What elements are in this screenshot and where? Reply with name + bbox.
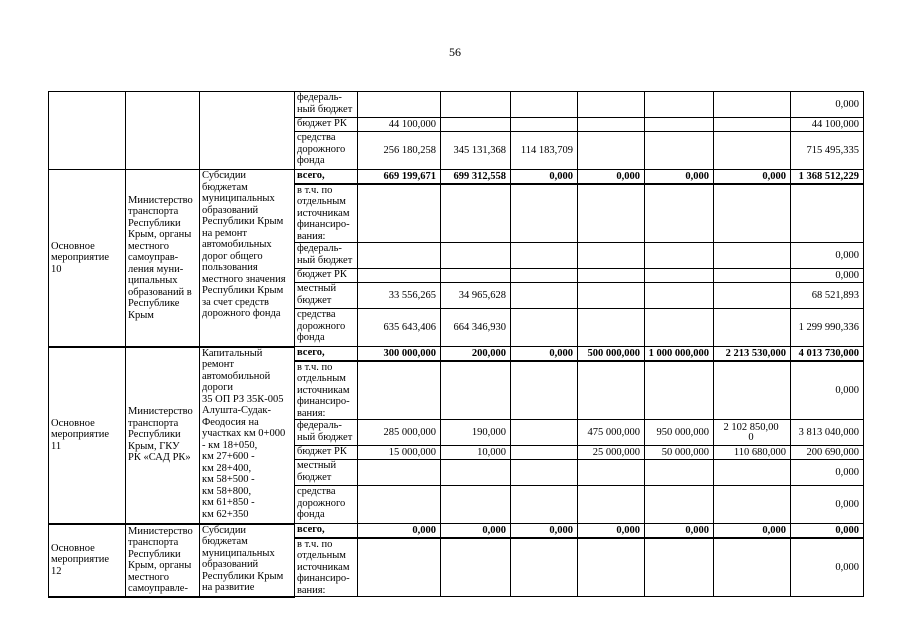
- year-value-cell: [578, 184, 645, 243]
- funding-source-cell: бюджет РК: [295, 269, 358, 283]
- year-value-cell: 300 000,000: [358, 347, 441, 361]
- year-value-cell: 33 556,265: [358, 283, 441, 309]
- year-value-cell: 114 183,709: [511, 132, 578, 170]
- year-value-cell: [358, 538, 441, 597]
- year-value-cell: [511, 243, 578, 269]
- year-value-cell: [578, 460, 645, 486]
- year-value-cell: [714, 269, 791, 283]
- table-row: [49, 524, 864, 538]
- year-value-cell: [714, 460, 791, 486]
- year-value-cell: [714, 283, 791, 309]
- year-value-cell: [441, 538, 511, 597]
- year-value-cell: [511, 309, 578, 347]
- year-value-cell: 2 213 530,000: [714, 347, 791, 361]
- total-value-cell: 1 299 990,336: [791, 309, 864, 347]
- year-value-cell: 0,000: [578, 524, 645, 538]
- year-value-cell: [714, 486, 791, 524]
- funding-source-cell: местный бюджет: [295, 283, 358, 309]
- measure-name-cell: Основное мероприятие 10: [49, 170, 126, 347]
- year-value-cell: 0,000: [714, 170, 791, 184]
- year-value-cell: [578, 132, 645, 170]
- year-value-cell: [645, 118, 714, 132]
- executor-cell: [126, 92, 200, 170]
- funding-source-cell: средства дорожного фонда: [295, 486, 358, 524]
- funding-source-cell: федераль- ный бюджет: [295, 92, 358, 118]
- year-value-cell: [441, 460, 511, 486]
- year-value-cell: [511, 486, 578, 524]
- year-value-cell: 0,000: [511, 524, 578, 538]
- year-value-cell: [714, 118, 791, 132]
- year-value-cell: [441, 269, 511, 283]
- year-value-cell: 699 312,558: [441, 170, 511, 184]
- year-value-cell: [441, 184, 511, 243]
- table-row: [49, 92, 864, 118]
- funding-source-cell: всего,: [295, 170, 358, 184]
- year-value-cell: 200,000: [441, 347, 511, 361]
- year-value-cell: 256 180,258: [358, 132, 441, 170]
- total-value-cell: 4 013 730,000: [791, 347, 864, 361]
- year-value-cell: [714, 92, 791, 118]
- year-value-cell: [714, 184, 791, 243]
- year-value-cell: [645, 184, 714, 243]
- funding-source-cell: в т.ч. по отдельным источникам финансиро- вания:: [295, 361, 358, 420]
- year-value-cell: 44 100,000: [358, 118, 441, 132]
- description-cell: [200, 92, 295, 170]
- year-value-cell: [358, 184, 441, 243]
- funding-source-cell: всего,: [295, 347, 358, 361]
- total-value-cell: 3 813 040,000: [791, 420, 864, 446]
- funding-source-cell: в т.ч. по отдельным источникам финансиро- вания:: [295, 538, 358, 597]
- year-value-cell: 0,000: [645, 170, 714, 184]
- year-value-cell: [714, 309, 791, 347]
- year-value-cell: 285 000,000: [358, 420, 441, 446]
- total-value-cell: 0,000: [791, 243, 864, 269]
- description-cell: Субсидии бюджетам муниципальных образований Республики Крым на ремонт автомобильных дорог общего пользования местного значения Республики Крым за счет средств дорожного фонда: [200, 170, 295, 347]
- year-value-cell: 950 000,000: [645, 420, 714, 446]
- year-value-cell: 25 000,000: [578, 446, 645, 460]
- year-value-cell: [578, 283, 645, 309]
- year-value-cell: [714, 538, 791, 597]
- total-value-cell: 0,000: [791, 538, 864, 597]
- total-value-cell: 1 368 512,229: [791, 170, 864, 184]
- year-value-cell: 50 000,000: [645, 446, 714, 460]
- year-value-cell: [441, 243, 511, 269]
- year-value-cell: 10,000: [441, 446, 511, 460]
- year-value-cell: [511, 283, 578, 309]
- funding-source-cell: местный бюджет: [295, 460, 358, 486]
- year-value-cell: 2 102 850,00 0: [714, 420, 791, 446]
- total-value-cell: 0,000: [791, 361, 864, 420]
- measure-name-cell: Основное мероприятие 11: [49, 347, 126, 524]
- year-value-cell: [358, 460, 441, 486]
- year-value-cell: [578, 361, 645, 420]
- total-value-cell: 0,000: [791, 460, 864, 486]
- year-value-cell: 34 965,628: [441, 283, 511, 309]
- executor-cell: Министерство транспорта Республики Крым, ГКУ РК «САД РК»: [126, 347, 200, 524]
- year-value-cell: [645, 361, 714, 420]
- year-value-cell: 0,000: [511, 170, 578, 184]
- description-cell: Капитальный ремонт автомобильной дороги 35 ОП РЗ 35К-005 Алушта-Судак- Феодосия на участках км 0+000 - км 18+050, км 27+600 - км 28+400, км 58+500 - км 58+800, км 61+850 - км 62+350: [200, 347, 295, 524]
- total-value-cell: 68 521,893: [791, 283, 864, 309]
- year-value-cell: 669 199,671: [358, 170, 441, 184]
- table-row: [49, 347, 864, 361]
- year-value-cell: [645, 283, 714, 309]
- year-value-cell: [511, 118, 578, 132]
- year-value-cell: [645, 269, 714, 283]
- executor-cell: Министерство транспорта Республики Крым, органы местного самоуправ- ления муни- ципальных образований в Республике Крым: [126, 170, 200, 347]
- total-value-cell: 44 100,000: [791, 118, 864, 132]
- year-value-cell: [578, 538, 645, 597]
- budget-table: [48, 91, 864, 598]
- year-value-cell: 0,000: [578, 170, 645, 184]
- year-value-cell: 0,000: [358, 524, 441, 538]
- funding-source-cell: федераль- ный бюджет: [295, 243, 358, 269]
- year-value-cell: [645, 132, 714, 170]
- total-value-cell: [791, 184, 864, 243]
- year-value-cell: 190,000: [441, 420, 511, 446]
- funding-source-cell: средства дорожного фонда: [295, 309, 358, 347]
- year-value-cell: 500 000,000: [578, 347, 645, 361]
- year-value-cell: [511, 460, 578, 486]
- year-value-cell: [511, 184, 578, 243]
- year-value-cell: [578, 309, 645, 347]
- year-value-cell: [578, 486, 645, 524]
- year-value-cell: [645, 243, 714, 269]
- year-value-cell: [441, 118, 511, 132]
- table-row: [49, 170, 864, 184]
- year-value-cell: 475 000,000: [578, 420, 645, 446]
- measure-name-cell: [49, 92, 126, 170]
- funding-source-cell: бюджет РК: [295, 118, 358, 132]
- funding-source-cell: средства дорожного фонда: [295, 132, 358, 170]
- year-value-cell: 0,000: [511, 347, 578, 361]
- total-value-cell: 0,000: [791, 269, 864, 283]
- year-value-cell: [441, 486, 511, 524]
- year-value-cell: [511, 420, 578, 446]
- year-value-cell: [578, 243, 645, 269]
- year-value-cell: [714, 132, 791, 170]
- year-value-cell: [645, 538, 714, 597]
- year-value-cell: [358, 92, 441, 118]
- year-value-cell: [358, 361, 441, 420]
- year-value-cell: [511, 269, 578, 283]
- executor-cell: Министерство транспорта Республики Крым, органы местного самоуправле-: [126, 524, 200, 597]
- year-value-cell: [441, 361, 511, 420]
- total-value-cell: 200 690,000: [791, 446, 864, 460]
- year-value-cell: [714, 243, 791, 269]
- total-value-cell: 0,000: [791, 524, 864, 538]
- year-value-cell: 0,000: [714, 524, 791, 538]
- total-value-cell: 0,000: [791, 486, 864, 524]
- year-value-cell: [441, 92, 511, 118]
- year-value-cell: [511, 361, 578, 420]
- funding-source-cell: в т.ч. по отдельным источникам финансиро- вания:: [295, 184, 358, 243]
- year-value-cell: [645, 486, 714, 524]
- description-cell: Субсидии бюджетам муниципальных образований Республики Крым на развитие: [200, 524, 295, 597]
- year-value-cell: 1 000 000,000: [645, 347, 714, 361]
- year-value-cell: 664 346,930: [441, 309, 511, 347]
- year-value-cell: 15 000,000: [358, 446, 441, 460]
- year-value-cell: [358, 269, 441, 283]
- year-value-cell: 0,000: [645, 524, 714, 538]
- year-value-cell: [511, 92, 578, 118]
- funding-source-cell: бюджет РК: [295, 446, 358, 460]
- total-value-cell: 715 495,335: [791, 132, 864, 170]
- funding-source-cell: федераль- ный бюджет: [295, 420, 358, 446]
- year-value-cell: 110 680,000: [714, 446, 791, 460]
- year-value-cell: [645, 460, 714, 486]
- year-value-cell: [645, 309, 714, 347]
- year-value-cell: [358, 243, 441, 269]
- year-value-cell: [358, 486, 441, 524]
- year-value-cell: [578, 118, 645, 132]
- year-value-cell: [578, 269, 645, 283]
- page-number: 56: [449, 45, 461, 59]
- year-value-cell: [714, 361, 791, 420]
- total-value-cell: 0,000: [791, 92, 864, 118]
- year-value-cell: [511, 538, 578, 597]
- year-value-cell: [645, 92, 714, 118]
- year-value-cell: [511, 446, 578, 460]
- year-value-cell: 635 643,406: [358, 309, 441, 347]
- year-value-cell: [578, 92, 645, 118]
- funding-source-cell: всего,: [295, 524, 358, 538]
- measure-name-cell: Основное мероприятие 12: [49, 524, 126, 597]
- year-value-cell: 345 131,368: [441, 132, 511, 170]
- year-value-cell: 0,000: [441, 524, 511, 538]
